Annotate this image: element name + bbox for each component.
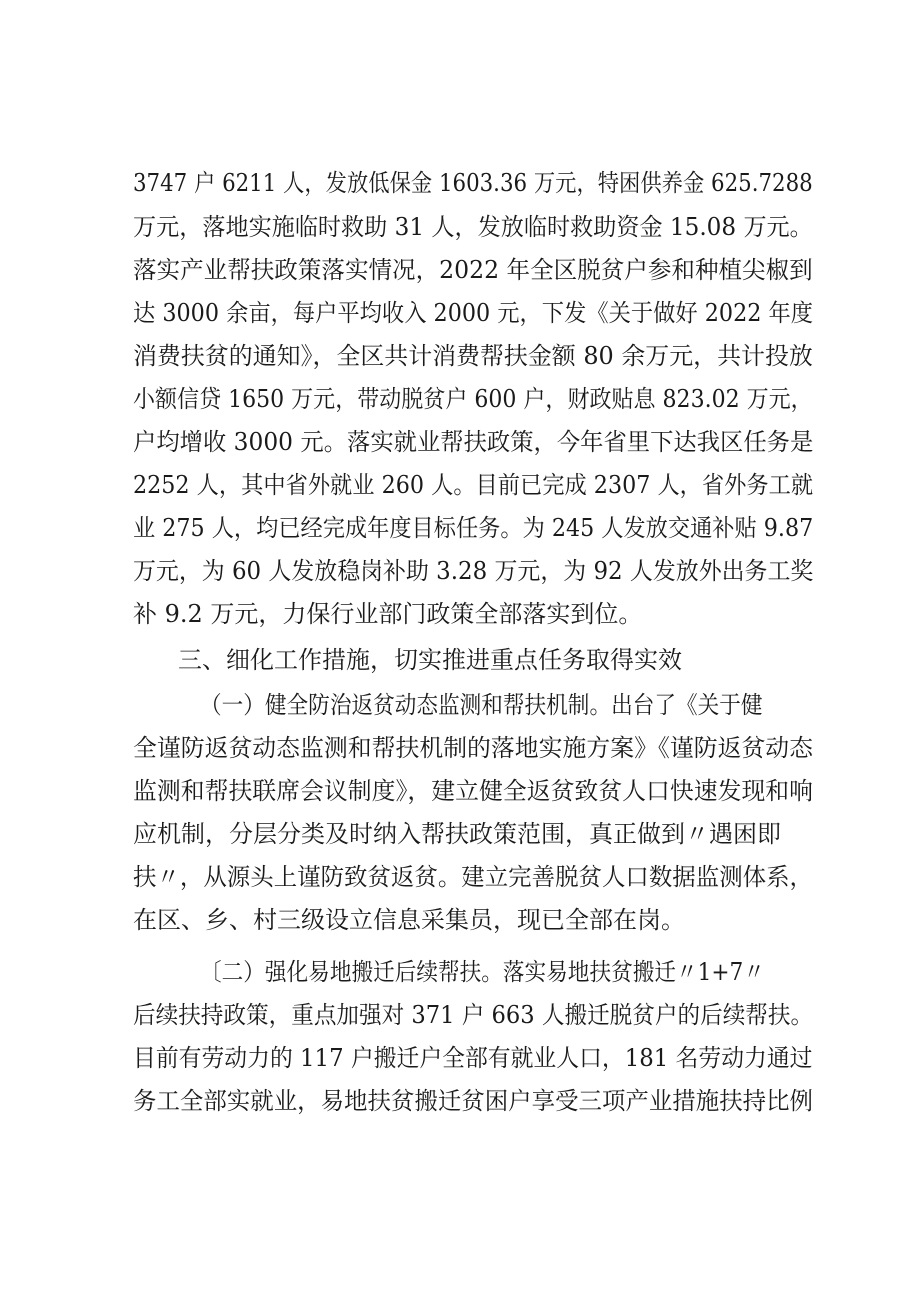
text-line: 消费扶贫的通知》，全区共计消费帮扶金额 80 余万元，共计投放 — [133, 342, 813, 370]
text-line: 万元，落地实施临时救助 31 人，发放临时救助资金 15.08 万元。 — [133, 213, 813, 241]
text-line: 达 3000 余亩，每户平均收入 2000 元，下发《关于做好 2022 年度 — [133, 299, 814, 327]
text-line: 小额信贷 1650 万元，带动脱贫户 600 户，财政贴息 823.02 万元， — [133, 385, 813, 413]
text-line: 〔二）强化易地搬迁后续帮扶。落实易地扶贫搬迁〃1+7〃 — [200, 958, 765, 986]
text-line: （一）健全防治返贫动态监测和帮扶机制。出台了《关于健 — [200, 691, 763, 719]
text-line: 在区、乡、村三级设立信息采集员，现已全部在岗。 — [133, 906, 685, 934]
text-line: 户均增收 3000 元。落实就业帮扶政策，今年省里下达我区任务是 — [133, 428, 814, 456]
text-line: 落实产业帮扶政策落实情况，2022 年全区脱贫户参和种植尖椒到 — [133, 256, 813, 284]
text-line: 扶〃，从源头上谨防致贫返贫。建立完善脱贫人口数据监测体系， — [133, 863, 813, 891]
text-line: 目前有劳动力的 117 户搬迁户全部有就业人口，181 名劳动力通过 — [133, 1044, 813, 1072]
text-line: 应机制，分层分类及时纳入帮扶政策范围，真正做到〃遇困即 — [133, 820, 781, 848]
section-heading: 三、细化工作措施，切实推进重点任务取得实效 — [178, 646, 682, 674]
text-line: 务工全部实就业，易地扶贫搬迁贫困户享受三项产业措施扶持比例 — [133, 1087, 813, 1115]
text-line: 2252 人，其中省外就业 260 人。目前已完成 2307 人，省外务工就 — [133, 471, 814, 499]
text-line: 后续扶持政策，重点加强对 371 户 663 人搬迁脱贫户的后续帮扶。 — [133, 1001, 814, 1029]
text-line: 万元，为 60 人发放稳岗补助 3.28 万元，为 92 人发放外出务工奖 — [133, 557, 814, 585]
text-line: 全谨防返贫动态监测和帮扶机制的落地实施方案》《谨防返贫动态 — [133, 734, 814, 762]
text-line: 业 275 人，均已经完成年度目标任务。为 245 人发放交通补贴 9.87 — [133, 514, 814, 542]
text-line: 3747 户 6211 人，发放低保金 1603.36 万元，特困供养金 625.7288 — [133, 169, 813, 197]
text-line: 补 9.2 万元，力保行业部门政策全部落实到位。 — [133, 600, 643, 628]
text-line: 监测和帮扶联席会议制度》，建立健全返贫致贫人口快速发现和响 — [133, 777, 814, 805]
